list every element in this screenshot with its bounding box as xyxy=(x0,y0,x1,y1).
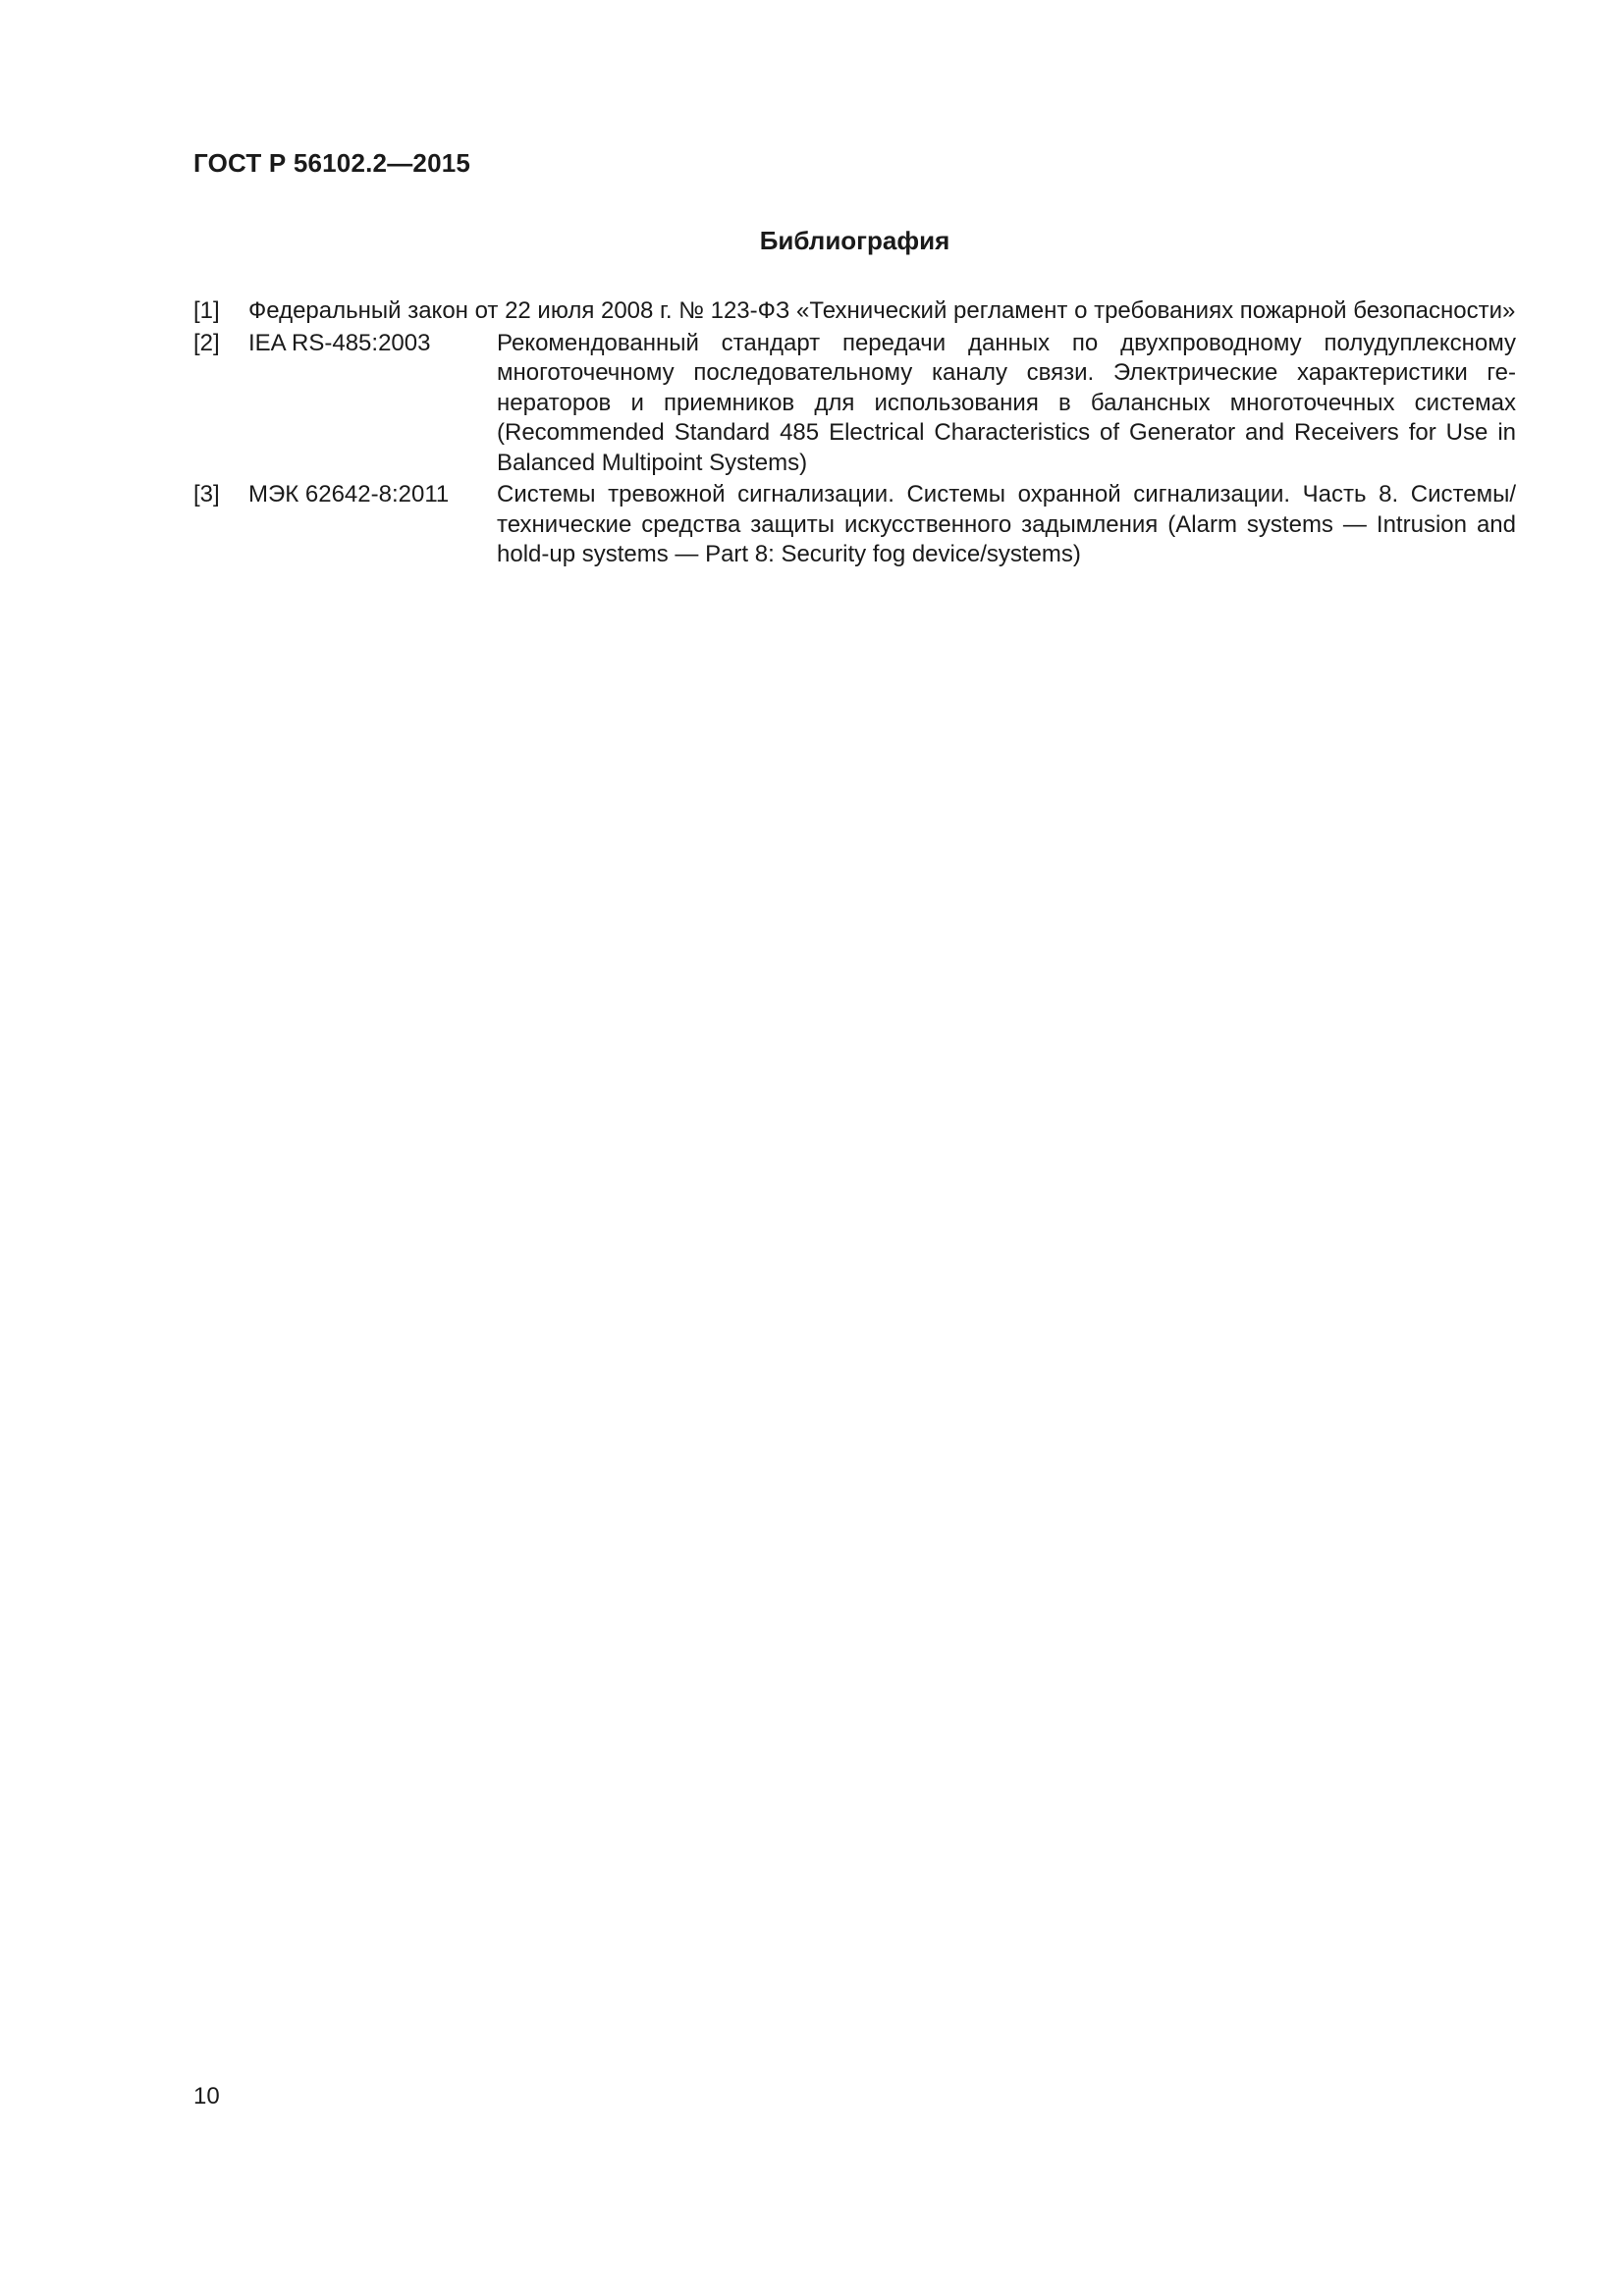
entry-text: Рекомендованный стандарт передачи данных по двухпроводному полудуплексному многоточечному последовательному каналу связи. Электрические характеристики генераторов и приемников для использования в балансных многоточечных системах (Recommended Standard 485 Electrical Characteristics of Generator and Receivers for Use in Balanced Multipoint Systems) xyxy=(497,329,1516,476)
bibliography-title: Библиография xyxy=(759,226,950,255)
entry-text: Системы тревожной сигнализации. Системы охранной сигнализации. Часть 8. Системы/ технические средства защиты искусственного задымления (Alarm systems — Intrusion and hold-up systems — Part 8: Security fog device/systems) xyxy=(497,481,1516,567)
entry-number: [3] xyxy=(193,481,220,507)
entry-standard-code: МЭК 62642-8:2011 xyxy=(248,481,450,507)
entry-number: [1] xyxy=(193,297,220,324)
entry-standard-code: IEA RS-485:2003 xyxy=(248,329,431,356)
entry-number: [2] xyxy=(193,329,220,356)
bibliography-entry-3 xyxy=(193,480,1516,570)
document-code: ГОСТ Р 56102.2—2015 xyxy=(193,148,471,178)
entry-text: Федеральный закон от 22 июля 2008 г. № 123-ФЗ «Технический регламент о требованиях пожарной безопасности» xyxy=(248,297,1516,324)
bibliography-list xyxy=(193,296,1516,572)
page-number: 10 xyxy=(193,2083,220,2109)
bibliography-entry-2 xyxy=(193,329,1516,479)
bibliography-entry-1 xyxy=(193,296,1516,327)
